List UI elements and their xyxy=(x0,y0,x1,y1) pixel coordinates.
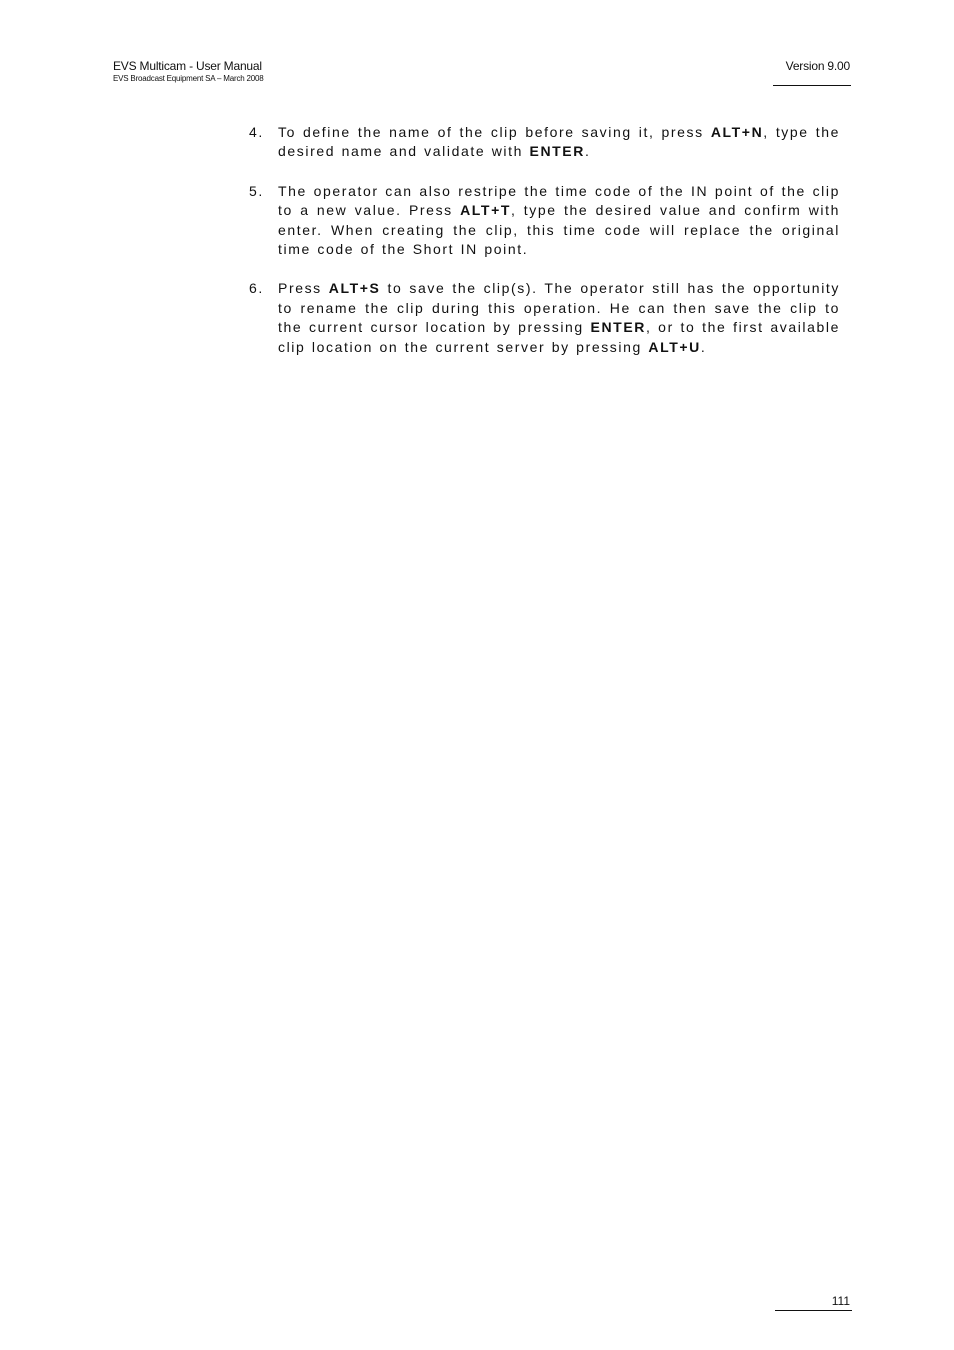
document-subtitle: EVS Broadcast Equipment SA – March 2008 xyxy=(113,74,264,83)
document-version: Version 9.00 xyxy=(785,59,850,73)
step-number: 6. xyxy=(249,280,264,297)
step-text-segment: . xyxy=(700,338,707,355)
step-text-segment: . xyxy=(584,143,591,160)
key-combo: ALT+S xyxy=(328,280,381,297)
step-text-segment: To define the name of the clip before saving it, press xyxy=(278,124,711,140)
step-text xyxy=(278,182,840,260)
step-text-segment: The operator can also restripe the time code of the IN point of the clip to a new value. Press xyxy=(278,182,840,219)
step-text-segment: , type the desired value and confirm with enter. When creating the clip, this time code will replace the original time code of the Short IN point. xyxy=(278,202,840,258)
step-list xyxy=(249,123,840,377)
step-number: 5. xyxy=(249,182,264,199)
key-combo: ENTER xyxy=(529,143,585,160)
document-title: EVS Multicam - User Manual xyxy=(113,59,262,73)
step-text-segment: , or to the first available clip location on the current server by pressing xyxy=(278,319,841,355)
step-text-segment: Press xyxy=(278,280,329,297)
step-text xyxy=(278,123,840,162)
list-item xyxy=(249,182,840,260)
key-combo: ENTER xyxy=(590,319,646,336)
page-header xyxy=(113,59,513,84)
step-text-segment: , type the desired name and validate with xyxy=(278,124,840,160)
step-text-segment: to save the clip(s). The operator still has the opportunity to rename the clip during this operation. He can then save the clip to the current cursor location by pressing xyxy=(278,280,840,336)
footer-rule xyxy=(775,1310,852,1311)
key-combo: ALT+N xyxy=(710,124,764,140)
step-number: 4. xyxy=(249,124,264,140)
step-text xyxy=(278,279,840,357)
key-combo: ALT+U xyxy=(648,338,701,355)
page-number: 111 xyxy=(831,1294,850,1308)
header-rule xyxy=(773,85,851,86)
key-combo: ALT+T xyxy=(460,202,511,219)
list-item xyxy=(249,123,840,162)
list-item xyxy=(249,279,840,357)
